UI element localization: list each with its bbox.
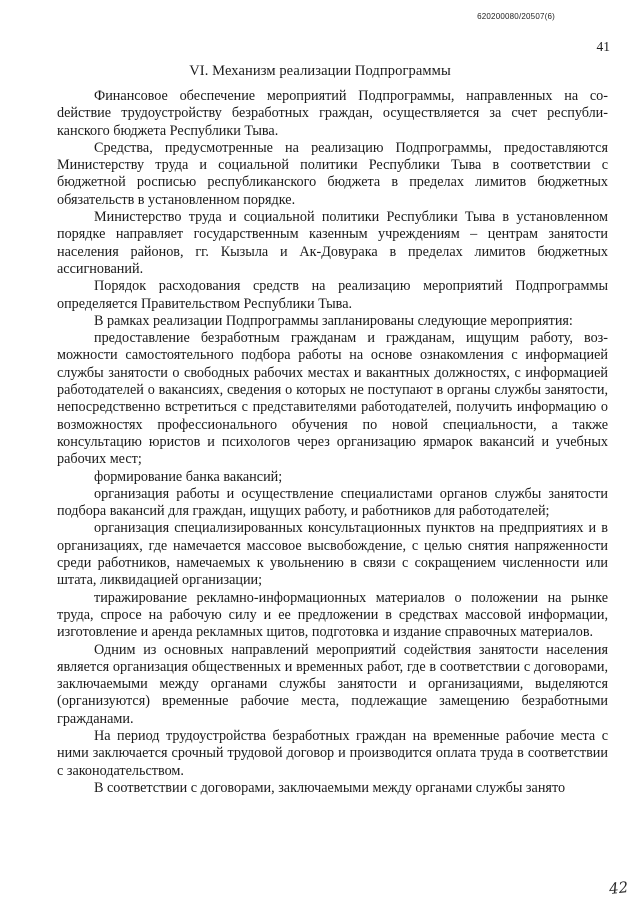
list-item-job-search: предоставление безработным гражданам и гражданам, ищущим работу, возможности самостоятельного подбора работы на основе ознакомления с информацией службы занятости о свободных рабочих местах и вакантных должностях, с информацией работодателей о вакансиях, сведения о которых не поступают в органы службы занятости, непосредственно встретиться с представителями работодателей, получить информацию о возможностях профессионального обучения по новой специальности, а также консультацию юристов и психологов через организацию ярмарок вакансий и учебных рабочих мест; bbox=[57, 330, 608, 468]
list-item-vacancy-selection: организация работы и осуществление специалистами органов службы занятости подбора вакансий для граждан, ищущих работу, и работников для работодателей; bbox=[57, 485, 608, 520]
paragraph-funds: Средства, предусмотренные на реализацию Подпрограммы, предоставляются Министерству труда и социальной политики Республики Тыва в соответствии с бюджетной росписью республиканского бюджета в пределах лимитов бюджетных обязательств в установленном порядке. bbox=[57, 139, 608, 208]
document-code: 620200080/20507(6) bbox=[477, 12, 555, 21]
page-number: 41 bbox=[596, 39, 610, 54]
paragraph-public-works: Одним из основных направлений мероприятий содействия занятости населения является организация общественных и временных работ, где в соответствии с договорами, заключаемыми между органами службы занятости и организациями, выделяются (организуются) временные рабочие места, подлежащие замещению безработными гражданами. bbox=[57, 641, 608, 727]
body-text bbox=[57, 88, 608, 797]
paragraph-temporary-jobs: На период трудоустройства безработных граждан на временные рабочие места с ними заключается срочный трудовой договор и производится оплата труда в соответствии с законодательством. bbox=[57, 727, 608, 779]
list-item-consulting-points: организация специализированных консультационных пунктов на предприятиях и в организациях, где намечается массовое высвобождение, с целью снятия напряженности среди работников, намечаемых к увольнению в связи с сокращением численности или штата, ликвидацией организации; bbox=[57, 520, 608, 589]
paragraph-financing: Финансовое обеспечение мероприятий Подпрограммы, направленных на соdействие трудоустройству безработных граждан, осуществляется за счет республиканского бюджета Республики Тыва. bbox=[57, 88, 608, 139]
handwritten-page-mark: 42 bbox=[608, 878, 629, 898]
paragraph-measures-intro: В рамках реализации Подпрограммы запланированы следующие мероприятия: bbox=[94, 312, 573, 329]
paragraph-contracts: В соответствии с договорами, заключаемыми между органами службы занято bbox=[94, 779, 566, 796]
paragraph-spending-order: Порядок расходования средств на реализацию мероприятий Подпрограммы определяется Правительством Республики Тыва. bbox=[57, 278, 608, 312]
list-item-advertising: тиражирование рекламно-информационных материалов о положении на рынке труда, спросе на рабочую силу и ее предложении в средствах массовой информации, изготовление и аренда рекламных щитов, подготовка и издание справочных материалов. bbox=[57, 589, 608, 641]
list-item-vacancy-bank: формирование банка вакансий; bbox=[94, 468, 283, 485]
paragraph-ministry: Министерство труда и социальной политики Республики Тыва в установленном порядке направляет государственным казенным учреждениям – центрам занятости населения районов, гг. Кызыла и Ак-Довурака в пределах лимитов бюджетных ассигнований. bbox=[57, 209, 608, 277]
section-heading: VI. Механизм реализации Подпрограммы bbox=[189, 63, 451, 79]
